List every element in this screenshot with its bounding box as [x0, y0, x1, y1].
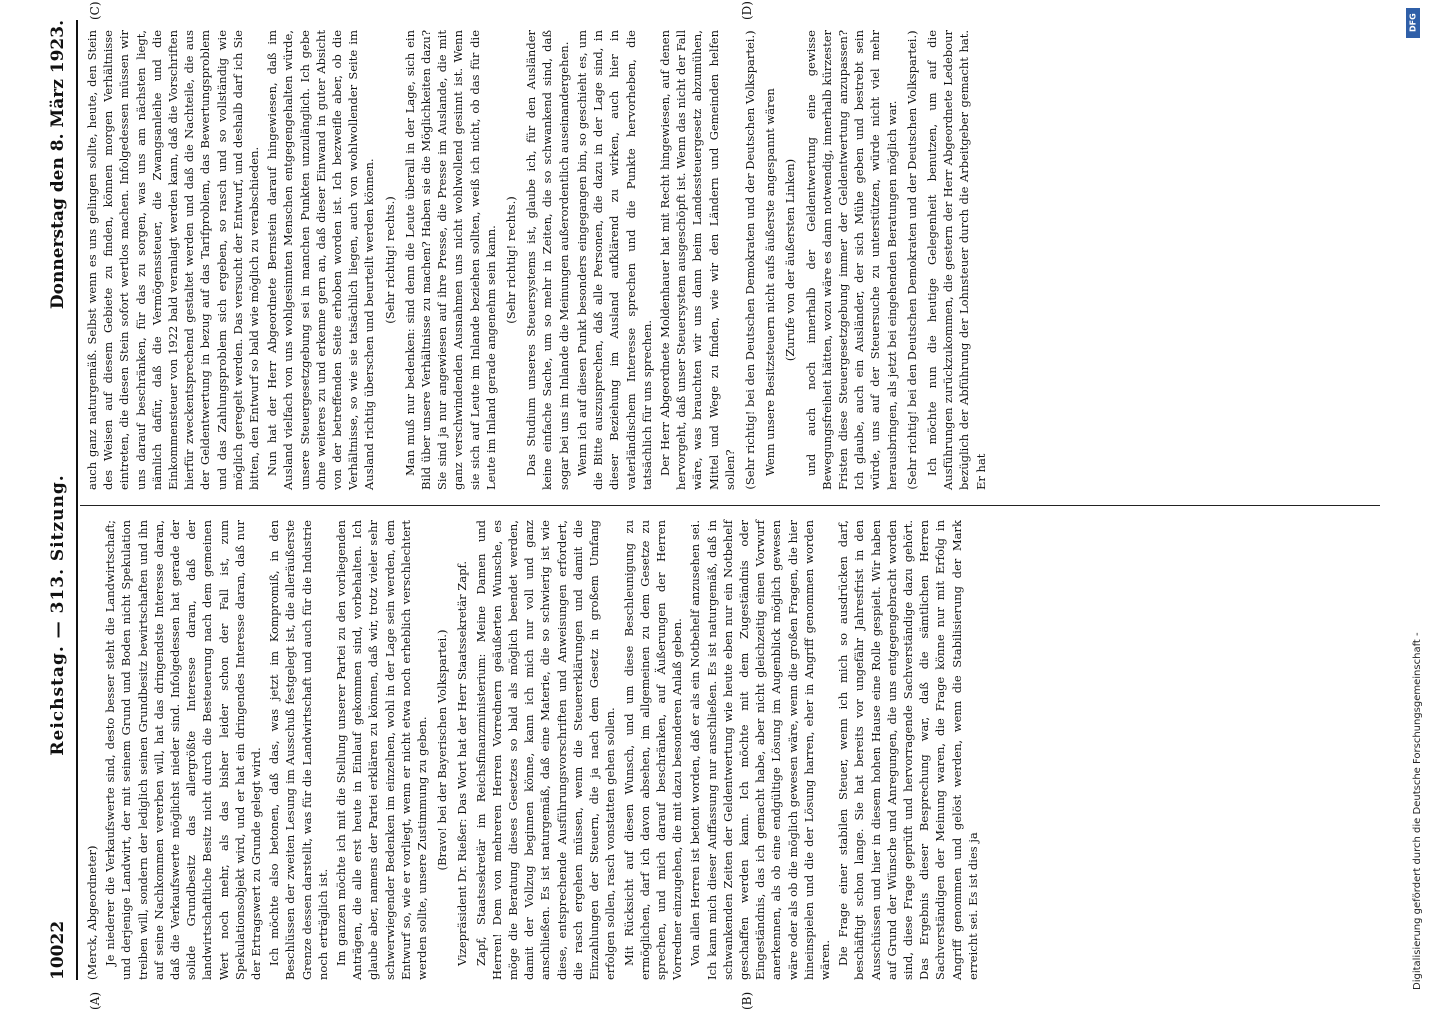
- paragraph: Wenn ich auf diesen Punkt besonders eingegangen bin, so geschieht es, um die Bitte auszusprechen, daß alle Personen, die dazu in der Lage sind, in dieser Beziehung im Ausland aufklärend zu wirken, auch hier in vaterländischem Interesse sprechen und die Punkte hervorheben, die tatsächlich für uns sprechen.: [574, 30, 654, 490]
- paragraph: auch ganz naturgemäß. Selbst wenn es uns gelingen sollte, heute, den Stein des Weisen auf diesem Gebiete zu finden, können morgen Verhältnisse eintreten, die diesen Stein sofort wertlos machen. Infolgedessen müssen wir uns darauf beschränken, für das zu sorgen, was uns am nächsten liegt, nämlich dafür, daß die Vermögenssteuer, die Zwangsanleihe und die Einkommensteuer von 1922 bald veranlagt werden kann, daß die Vorschriften hierfür zweckentsprechend gestaltet werden und daß die Nachteile, die aus der Geldentwertung in bezug auf das Tarifproblem, das Bewertungsproblem und das Zahlungsproblem sich ergeben, so rasch und so vollständig wie möglich geregelt werden. Das versucht der Entwurf, und deshalb darf ich Sie bitten, den Entwurf so bald wie möglich zu verabschieden.: [85, 30, 262, 490]
- digitization-sidebar: [1404, 0, 1428, 1000]
- margin-marker-a: (A): [88, 991, 102, 1010]
- interjection: (Zurufe von der äußersten Linken): [783, 158, 798, 362]
- paragraph: Das Studium unseres Steuersystems ist, glaube ich, für den Ausländer keine einfache Sache, um so mehr in Zeiten, die so schwankend sind, daß sogar bei uns im Inlande die Meinungen außerordentlich auseinandergehen.: [524, 30, 571, 490]
- interjection: (Bravo! bei der Bayerischen Volkspartei.): [435, 629, 450, 871]
- page-title: Reichstag. — 313. Sitzung.: [48, 474, 68, 756]
- rotated-content: [40, 1, 1400, 1010]
- digitization-note: Digitalisierung gefördert durch die Deutsche Forschungsgemeinschaft -: [1412, 632, 1423, 990]
- page-header: [40, 20, 78, 980]
- paragraph: und auch noch innerhalb der Geldentwertung eine gewisse Bewegungsfreiheit hätten, wozu wäre es dann notwendig, innerhalb kürzester Fristen diese Steuergesetzgebung immer der Geldentwertung anzupassen? Ich glaube, auch ein Ausländer, der sich Mühe geben und bestrebt sein würde, uns auf der Steuersuche zu unterstützen, würde nicht viel mehr herausbringen, als jetzt bei eingehenden Beratungen möglich war.: [803, 30, 899, 490]
- page-number: 10022: [48, 920, 68, 980]
- session-date: Donnerstag den 8. März 1923.: [48, 20, 68, 310]
- paragraph: Vizepräsident Dr. Rießer: Das Wort hat der Herr Staatssekretär Zapf.: [455, 561, 470, 966]
- paragraph: Nun hat der Herr Abgeordnete Bernstein darauf hingewiesen, daß im Ausland vielfach von uns wohlgesinnten Menschen entgegengehalten würde, unsere Steuergesetzgebung sei in manchen Punkten unzulänglich. Ich gebe ohne weiteres zu und erkenne gern an, daß dieser Einwand in guter Absicht von der betreffenden Seite erhoben worden ist. Ich bezweifle aber, ob die Verhältnisse, so wie sie tatsächlich liegen, auch von wohlwollender Seite im Ausland richtig überschen und beurteilt werden können.: [265, 30, 377, 490]
- paragraph: Wenn unsere Besitzsteuern nicht aufs äußerste angespannt wären: [763, 88, 778, 476]
- paragraph: Ich möchte also betonen, daß das, was jetzt im Kompromiß, in den Beschlüssen der zweiten Lesung im Ausschuß festgelegt ist, die alleräußerste Grenze dessen darstellt, was für die Landwirtschaft und auch für die Industrie noch erträglich ist.: [267, 520, 330, 980]
- right-column: [84, 30, 1384, 490]
- paragraph: Der Herr Abgeordnete Moldenhauer hat mit Recht hingewiesen, auf denen hervorgeht, daß unser Steuersystem ausgeschöpft ist. Wenn das nicht der Fall wäre, was brauchten wir uns dann beim Landessteuergesetz abzumühen, Mittel und Wege zu finden, wie wir den Ländern und Gemeinden helfen sollen?: [657, 30, 737, 490]
- left-column: [84, 520, 1384, 980]
- interjection: (Sehr richtig! rechts.): [382, 196, 397, 324]
- paragraph: Mit Rücksicht auf diesen Wunsch, und um diese Beschleunigung zu ermöglichen, darf ich davon absehen, im allgemeinen zu dem Gesetze zu sprechen, und mich darauf beschränken, auf Äußerungen der Herren Vorredner einzugehen, die mit dazu besonderen Anlaß geben.: [621, 520, 685, 980]
- margin-marker-c: (C): [88, 1, 102, 20]
- interjection: (Sehr richtig! rechts.): [504, 196, 519, 324]
- column-divider: [80, 505, 1380, 506]
- paragraph: Je niederer die Verkaufswerte sind, desto besser steht die Landwirtschaft; und derjenige Landwirt, der mit seinem Grund und Boden nicht Spekulation treiben will, sondern der lediglich seinen Grundbesitz bewirtschaften und ihn auf seine Nachkommen vererben will, hat das dringendste Interesse daran, daß die Verkaufswerte möglichst nieder sind. Infolgedessen hat gerade der solide Grundbesitz das allergrößte Interesse daran, daß der landwirtschaftliche Besitz nicht durch die Besteuerung nach dem gemeinen Wert noch mehr, als das bisher leider schon der Fall ist, zum Spekulationsobjekt wird, und er hat ein dringendes Interesse daran, daß nur der Ertragswert zu Grunde gelegt wird.: [103, 520, 264, 980]
- margin-marker-b: (B): [740, 991, 754, 1010]
- interjection: (Sehr richtig! bei den Deutschen Demokraten und der Deutschen Volkspartei.): [904, 30, 919, 490]
- paragraph: Die Frage einer stabilen Steuer, wenn ich mich so ausdrücken darf, beschäftigt schon lange. Sie hat bereits vor ungefähr Jahresfrist in den Ausschüssen und hier in diesem hohen Hause eine Rolle gespielt. Wir haben auf Grund der Wünsche und Anregungen, die uns entgegengebracht worden sind, diese Frage geprüft und hervorragende Sachverständige dazu gehört. Das Ergebnis dieser Besprechung war, daß die sämtlichen Herren Sachverständigen der Meinung waren, die Frage könne nur mit Erfolg in Angriff genommen und gelöst werden, wenn die Stabilisierung der Mark erreicht sei. Es ist dies ja: [836, 520, 980, 980]
- speaker-note: (Merck, Abgeordneter): [85, 845, 99, 980]
- paragraph: Im ganzen möchte ich mit die Stellung unserer Partei zu den vorliegenden Anträgen, die alle erst heute in Einlauf gekommen sind, vorbehalten. Ich glaube aber, namens der Partei erklären zu können, daß wir, trotz vieler sehr schwerwiegender Bedenken im einzelnen, wohl in der Lage sein werden, dem Entwurf so, wie er vorliegt, wenn er nicht etwa noch erheblich verschlechtert werden sollte, unsere Zustimmung zu geben.: [334, 520, 430, 980]
- paragraph: Von allen Herren ist betont worden, daß er als ein Notbehelf anzusehen sei. Ich kann mich dieser Auffassung nur anschließen. Es ist naturgemäß, daß in schwankenden Zeiten der Geldentwertung wie heute eben nur ein Notbehelf geschaffen werden kann. Ich möchte mit dem Zugeständnis oder Eingeständnis, das ich gemacht habe, aber nicht gleichzeitig einen Vorwurf anerkennen, als ob eine endgültige Lösung im Augenblick möglich gewesen wäre oder als ob die möglich gewesen wäre, wenn die großen Fragen, die hier hineinspielen und die der Lösung harren, eher in Angriff genommen worden wären.: [688, 520, 832, 980]
- interjection: (Sehr richtig! bei den Deutschen Demokraten und der Deutschen Volkspartei.): [742, 30, 757, 490]
- dfg-logo: DFG: [1406, 8, 1420, 38]
- paragraph: Ich möchte nun die heutige Gelegenheit benutzen, um auf die Ausführungen zurückzukommen, die gestern der Herr Abgeordnete Ledebour bezüglich der Abführung der Lohnsteuer durch die Arbeitgeber gemacht hat. Er hat: [924, 30, 988, 490]
- margin-marker-d: (D): [740, 1, 754, 20]
- paragraph: Man muß nur bedenken: sind denn die Leute überall in der Lage, sich ein Bild über unsere Verhältnisse zu machen? Haben sie die Möglichkeiten dazu? Sie sind ja nur angewiesen auf ihre Presse, die Presse im Auslande, die mit ganz verschwindenden Ausnahmen uns nicht wohlwollend gesinnt ist. Wenn sie sich auf Leute im Inlande beziehen sollten, weiß ich nicht, ob das für die Leute im Inland gerade angenehm sein kann.: [402, 30, 498, 490]
- paragraph: Zapf, Staatssekretär im Reichsfinanzministerium: Meine Damen und Herren! Dem von mehreren Herren Vorrednern geäußerten Wunsche, es möge die Beratung dieses Gesetzes so bald als möglich beendet werden, damit der Vollzug beginnen könne, kann ich mich nur voll und ganz anschließen. Es ist naturgemäß, daß eine Materie, die so schwierig ist wie diese, entsprechende Ausführungsvorschriften und Anweisungen erfordert, die rasch ergehen müssen, wenn die Steuererklärungen und damit die Einzahlungen der Steuern, die ja nach dem Gesetz in großem Umfang erfolgen sollen, rasch vonstatten gehen sollen.: [473, 520, 618, 980]
